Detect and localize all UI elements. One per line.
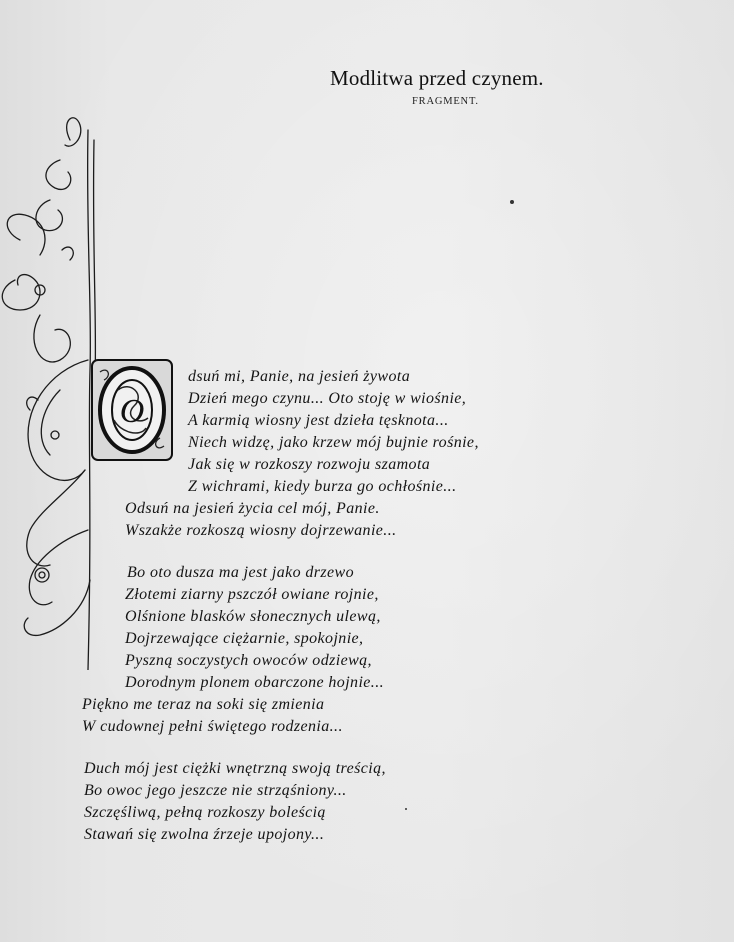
stanza-3-line-1: Duch mój jest ciężki wnętrzną swoją treścią, (84, 760, 386, 777)
stanza-3-line-3: Szczęśliwą, pełną rozkoszy boleścią (84, 804, 326, 821)
stanza-2-line-8: W cudownej pełni świętego rodzenia... (82, 718, 343, 735)
paper-speck (405, 808, 407, 810)
illuminated-initial (92, 360, 172, 460)
poem-subtitle: FRAGMENT. (412, 96, 479, 107)
stanza-2-line-3: Olśnione blasków słonecznych ulewą, (125, 608, 381, 625)
stanza-1-line-7: Odsuń na jesień życia cel mój, Panie. (125, 500, 380, 517)
stanza-1-line-3: A karmią wiosny jest dzieła tęsknota... (188, 412, 449, 429)
stanza-1-line-5: Jak się w rozkoszy rozwoju szamota (188, 456, 431, 473)
stanza-2-line-4: Dojrzewające ciężarnie, spokojnie, (125, 630, 364, 647)
stanza-3-line-2: Bo owoc jego jeszcze nie strząśniony... (84, 782, 347, 799)
stanza-2-line-7: Piękno me teraz na soki się zmienia (82, 696, 325, 713)
stanza-2-line-5: Pyszną soczystych owoców odziewą, (125, 652, 372, 669)
initial-letter: O (119, 393, 145, 430)
stanza-1-line-8: Wszakże rozkoszą wiosny dojrzewanie... (125, 522, 397, 539)
stanza-1-line-1: dsuń mi, Panie, na jesień żywota (188, 368, 411, 385)
stanza-2-line-6: Dorodnym plonem obarczone hojnie... (125, 674, 384, 691)
stanza-1-line-4: Niech widzę, jako krzew mój bujnie rośnie, (188, 434, 479, 451)
stanza-2-line-2: Złotemi ziarny pszczół owiane rojnie, (125, 586, 379, 603)
stanza-2-line-1: Bo oto dusza ma jest jako drzewo (127, 564, 355, 581)
paper-speck (510, 200, 514, 204)
poem-title: Modlitwa przed czynem. (330, 66, 544, 90)
stanza-3-line-4: Stawań się zwolna źrzeje upojony... (84, 826, 325, 843)
stanza-1-line-2: Dzień mego czynu... Oto stoję w wiośnie, (188, 390, 467, 407)
stanza-1-line-6: Z wichrami, kiedy burza go ochłośnie... (188, 478, 457, 495)
